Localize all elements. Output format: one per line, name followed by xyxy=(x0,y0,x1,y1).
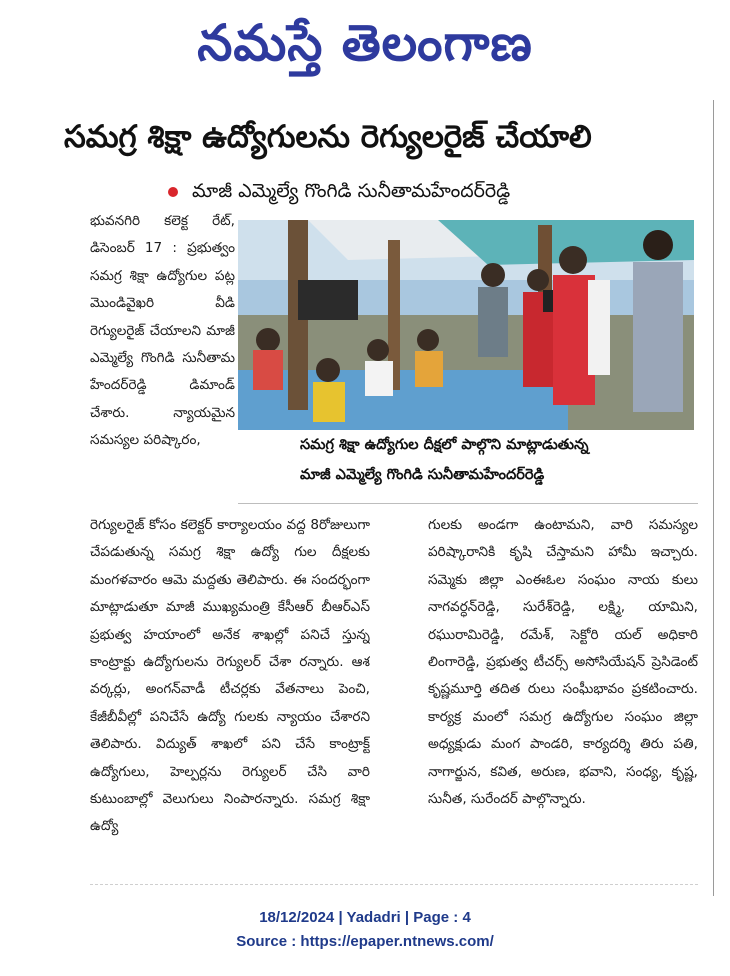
body-paragraph: భువనగిరి కలెక్ట రేట్, డిసెంబర్ 17 : ప్రభుత్వం సమగ్ర శిక్షా ఉద్యోగుల పట్ల మొండివైఖరి వీడి రెగ్యులరైజ్ చేయాలని మాజీ ఎమ్మెల్యే గొంగిడి సునీతామ హేందర్‌రెడ్డి డిమాండ్ చేశారు. న్యాయమైన సమస్యల పరిష్కారం, xyxy=(90,213,235,449)
photo-caption xyxy=(300,430,698,500)
article-body-column-2 xyxy=(428,512,698,872)
photo-protest-scene-image xyxy=(238,220,694,430)
subheadline-text: మాజీ ఎమ్మెల్యే గొంగిడి సునీతామహేందర్‌రెడ్డి xyxy=(192,180,511,202)
body-paragraph: రెగ్యులరైజ్ కోసం కలెక్టర్ కార్యాలయం వద్ద 8రోజులుగా చేపడుతున్న సమగ్ర శిక్షా ఉద్యో గుల దీక్షలకు మంగళవారం ఆమె మద్దతు తెలిపారు. ఈ సందర్భంగా మాట్లాడుతూ మాజీ ముఖ్యమంత్రి కేసీఆర్ బీఆర్‌ఎస్ ప్రభుత్వ హయాంలో అనేక శాఖల్లో పనిచే స్తున్న కాంట్రాక్టు ఉద్యోగులను రెగ్యులర్ చేశా రన్నారు. ఆశ వర్కర్లు, అంగన్‌వాడీ టీచర్లకు వేతనాలు పెంచి, కేజీబీవీల్లో పనిచేసే ఉద్యో గులకు న్యాయం చేశారని తెలిపారు. విద్యుత్ శాఖలో పని చేసే కాంట్రాక్ట్ ఉద్యోగులు, హెల్పర్లను రెగ్యులర్ చేసి వారి కుటుంబాల్లో వెలుగులు నింపారన్నారు. సమగ్ర శిక్షా ఉద్యో xyxy=(90,517,370,835)
caption-line-1: సమగ్ర శిక్షా ఉద్యోగుల దీక్షలో పాల్గొని మాట్లాడుతున్న xyxy=(300,437,589,453)
article-headline: సమగ్ర శిక్షా ఉద్యోగులను రెగ్యులరైజ్ చేయాలి xyxy=(64,119,592,155)
column-rule xyxy=(713,100,714,896)
bullet-dot-icon xyxy=(168,187,178,197)
caption-line-2: మాజీ ఎమ్మెల్యే గొంగిడి సునీతామహేందర్‌రెడ్డి xyxy=(300,467,545,483)
article-body-column-1-top xyxy=(90,208,235,513)
page-footer xyxy=(0,906,730,954)
footer-source: Source : https://epaper.ntnews.com/ xyxy=(236,933,494,950)
footer-date-edition: 18/12/2024 | Yadadri | Page : 4 xyxy=(259,909,471,926)
news-photo xyxy=(238,220,694,430)
clipping-bottom-edge xyxy=(90,884,698,893)
article-subheadline xyxy=(168,174,688,208)
body-paragraph: గులకు అండగా ఉంటామని, వారి సమస్యల పరిష్కారానికి కృషి చేస్తామని హామీ ఇచ్చారు. సమ్మెకు జిల్లా ఎంఈఓల సంఘం నాయ కులు నాగవర్ధన్‌రెడ్డి, సురేశ్‌రెడ్డి, లక్ష్మి, యామిని, రఘురామిరెడ్డి, రమేశ్, సెక్టోరి యల్ అధికారి లింగారెడ్డి, ప్రభుత్వ టీచర్స్ అసోసియేషన్ ప్రెసిడెంట్ కృష్ణమూర్తి తదిత రులు సంఘీభావం ప్రకటించారు. కార్యక్ర మంలో సమగ్ర ఉద్యోగుల సంఘం జిల్లా అధ్యక్షుడు మంగ పాండరి, కార్యదర్శి తిరు పతి, నాగార్జున, కవిత, అరుణ, భవాని, సంధ్య, కృష్ణ, సునీత, సురేందర్ పాల్గొన్నారు. xyxy=(428,517,698,808)
article-body-column-1-bottom xyxy=(90,512,370,872)
caption-divider xyxy=(238,503,698,504)
newspaper-masthead: నమస్తే తెలంగాణ xyxy=(197,13,533,72)
